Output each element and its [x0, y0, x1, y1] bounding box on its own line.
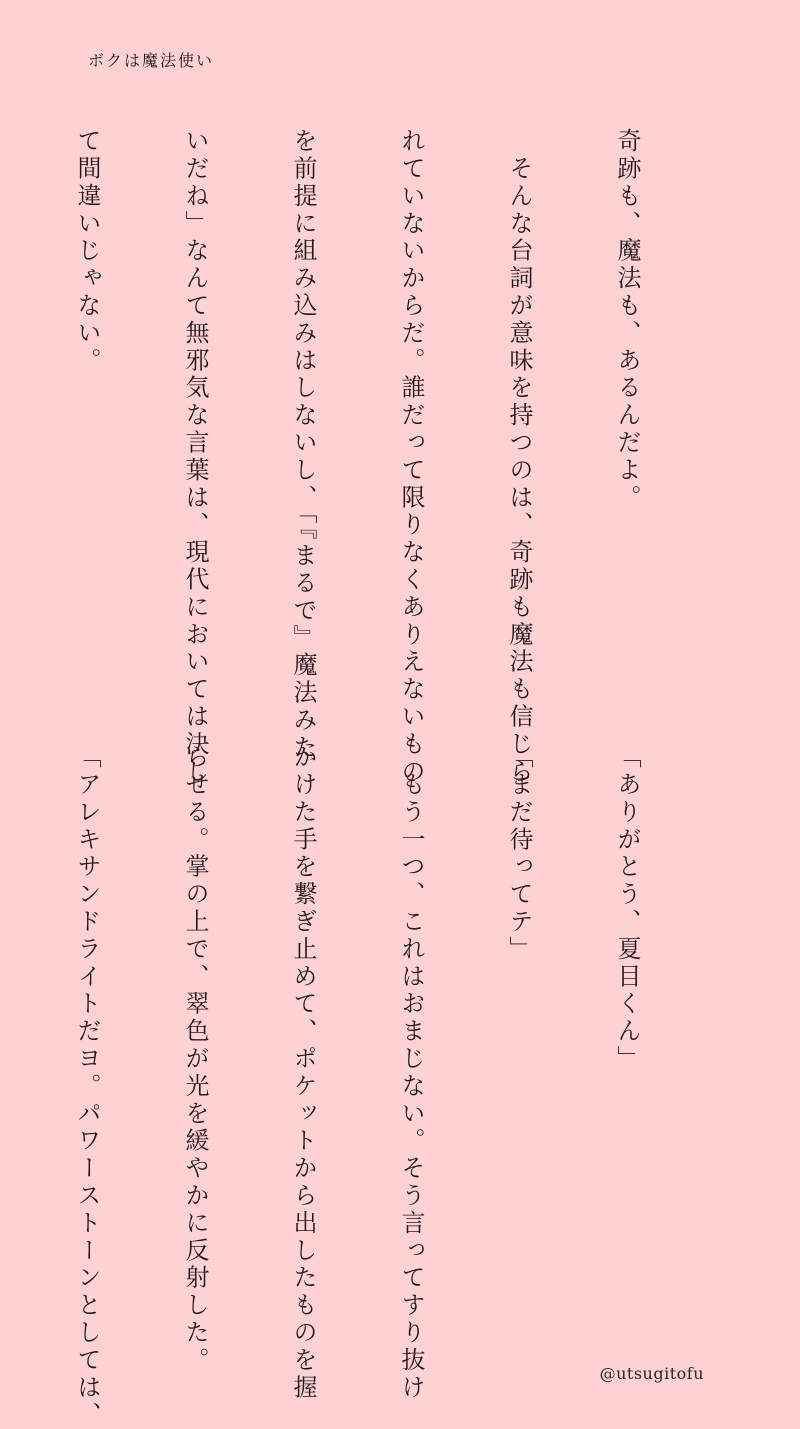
author-handle: @utsugitofu	[599, 1364, 704, 1383]
text-line: らせる。掌の上で、翠色が光を緩やかに反射した。	[181, 744, 209, 1375]
text-line: 「ありがとう、夏目くん」	[613, 744, 641, 1073]
text-line: 「まだ待ってテ」	[505, 744, 533, 964]
text-line: て間違いじゃない。	[73, 128, 101, 375]
text-line: そんな台詞が意味を持つのは、奇跡も魔法も信じら	[505, 128, 533, 786]
page-title: ボクは魔法使い	[88, 51, 215, 70]
text-line: 「アレキサンドライトだヨ。パワーストーンとしては、	[73, 744, 101, 1429]
text-line: かけた手を繋ぎ止めて、ポケットから出したものを握	[289, 744, 317, 1402]
text-line: を前提に組み込みはしないし、「『まるで』魔法みた	[289, 128, 317, 762]
text-line: れていないからだ。誰だって限りなくありえないもの	[397, 128, 425, 786]
text-line: いだね」なんて無邪気な言葉は、現代においては決し	[181, 128, 209, 786]
text-line: 奇跡も、魔法も、あるんだよ。	[613, 128, 641, 512]
text-line: もう一つ、これはおまじない。そう言ってすり抜け	[397, 744, 425, 1402]
story-block-top	[0, 128, 717, 786]
